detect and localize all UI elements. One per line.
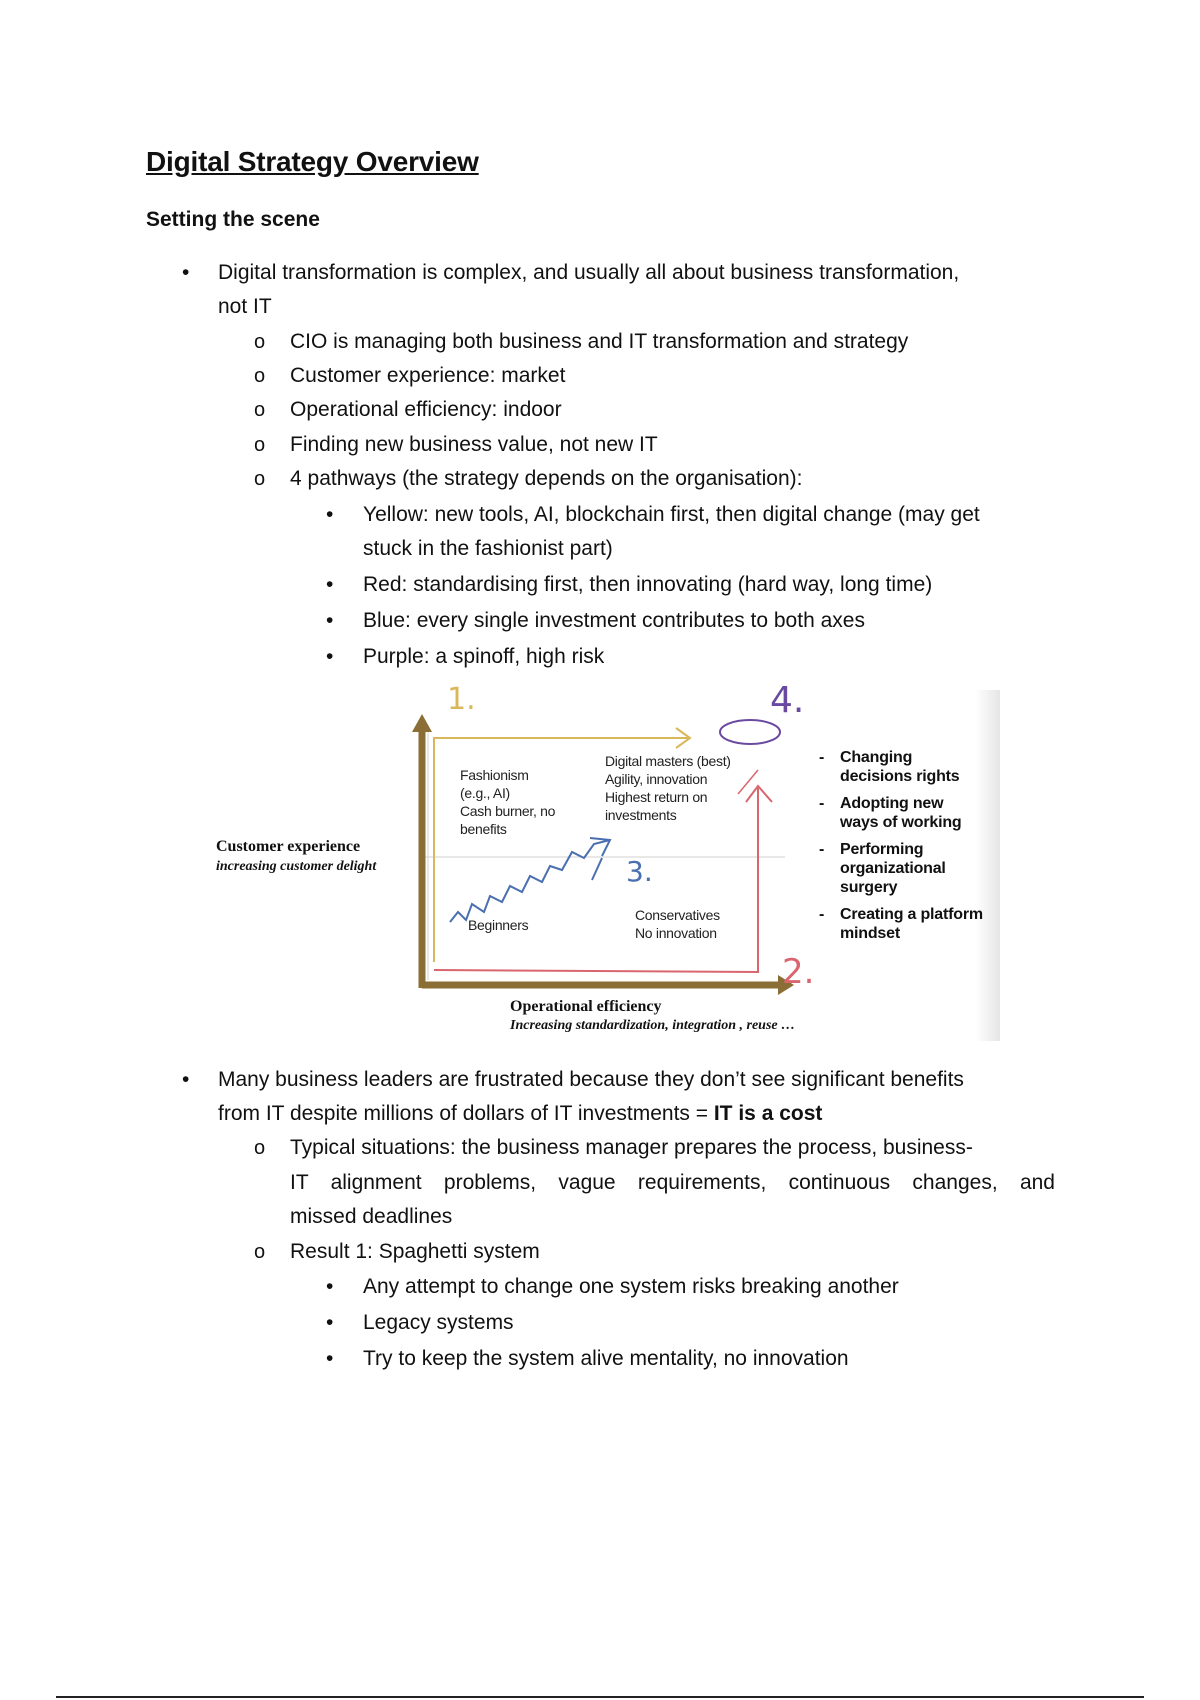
annotation-four: 4. xyxy=(770,680,805,721)
dash-marker: - xyxy=(819,749,825,766)
blue-path-line xyxy=(450,840,610,922)
bullet-text xyxy=(218,1097,822,1131)
sub-bullet-text: Customer experience: market xyxy=(290,364,566,387)
action-text: Creating a platform mindset xyxy=(840,906,983,942)
purple-spinoff-ellipse xyxy=(720,720,780,744)
pathway-yellow-cont: stuck in the fashionist part) xyxy=(363,537,613,560)
sub-bullet-text: Typical situations: the business manager prepares the process, business- xyxy=(290,1136,973,1159)
sub-bullet-marker: o xyxy=(254,331,266,353)
action-item xyxy=(815,905,985,943)
action-item xyxy=(815,748,985,786)
y-axis-subtitle: increasing customer delight xyxy=(216,859,377,874)
pathway-purple: Purple: a spinoff, high risk xyxy=(363,645,605,668)
bullet-marker: • xyxy=(182,261,190,284)
quadrant-line: benefits xyxy=(460,821,507,837)
result-marker: • xyxy=(326,1275,334,1298)
annotation-two: 2. xyxy=(782,952,815,992)
quadrant-beginners xyxy=(468,916,528,934)
result-marker: • xyxy=(326,1347,334,1370)
quadrant-line: Cash burner, no xyxy=(460,803,556,819)
quadrant-fashionism xyxy=(460,766,555,838)
bullet-text-prefix: from IT despite millions of dollars of IT investments = xyxy=(218,1102,714,1125)
quadrant-line: investments xyxy=(605,807,677,823)
pathway-marker: • xyxy=(326,645,334,668)
pathway-yellow: Yellow: new tools, AI, blockchain first, then digital change (may get xyxy=(363,503,980,526)
sub-bullet-text: CIO is managing both business and IT transformation and strategy xyxy=(290,330,909,353)
action-list xyxy=(815,748,985,951)
page-bottom-rule xyxy=(56,1696,1144,1698)
sub-bullet-marker: o xyxy=(254,1241,266,1263)
quadrant-digital-masters xyxy=(605,752,731,824)
section-heading: Setting the scene xyxy=(146,208,320,231)
action-item xyxy=(815,794,985,832)
sub-bullet-marker: o xyxy=(254,399,266,421)
result-marker: • xyxy=(326,1311,334,1334)
y-axis-title: Customer experience xyxy=(216,838,361,855)
bullet-marker: • xyxy=(182,1068,190,1091)
dash-marker: - xyxy=(819,795,825,812)
sub-bullet-marker: o xyxy=(254,434,266,456)
quadrant-line: No innovation xyxy=(635,925,717,941)
sub-bullet-marker: o xyxy=(254,365,266,387)
dash-marker: - xyxy=(819,906,825,923)
pathway-marker: • xyxy=(326,573,334,596)
x-axis-title: Operational efficiency xyxy=(510,998,662,1015)
sub-bullet-marker: o xyxy=(254,1137,266,1159)
bullet-text-emphasis: IT is a cost xyxy=(713,1102,823,1125)
quadrant-conservatives xyxy=(635,906,720,942)
action-text: Performing organizational surgery xyxy=(840,841,946,896)
sub-bullet-text: IT alignment problems, vague requirements, continuous changes, and xyxy=(290,1171,1055,1194)
bullet-text: Many business leaders are frustrated because they don’t see significant benefits xyxy=(218,1068,964,1091)
x-axis-subtitle: Increasing standardization, integration , reuse … xyxy=(510,1018,796,1033)
bullet-text: Digital transformation is complex, and usually all about business transformation, xyxy=(218,261,960,284)
sub-bullet-text: missed deadlines xyxy=(290,1205,453,1228)
quadrant-line: Digital masters (best) xyxy=(605,753,731,769)
annotation-one: 1. xyxy=(447,682,476,717)
y-axis-arrowhead xyxy=(412,714,432,732)
quadrant-line: (e.g., AI) xyxy=(460,785,510,801)
action-text: Changing decisions rights xyxy=(840,749,960,785)
quadrant-line: Fashionism xyxy=(460,767,529,783)
sub-bullet-text: 4 pathways (the strategy depends on the organisation): xyxy=(290,467,803,490)
sub-bullet-text: Operational efficiency: indoor xyxy=(290,398,562,421)
action-item xyxy=(815,840,985,897)
quadrant-line: Beginners xyxy=(468,917,529,933)
pathway-blue: Blue: every single investment contributes to both axes xyxy=(363,609,865,632)
pathway-red: Red: standardising first, then innovating (hard way, long time) xyxy=(363,573,933,596)
sub-bullet-text: Finding new business value, not new IT xyxy=(290,433,658,456)
sub-bullet-text: Result 1: Spaghetti system xyxy=(290,1240,540,1263)
result-item: Try to keep the system alive mentality, no innovation xyxy=(363,1347,849,1370)
pathway-marker: • xyxy=(326,503,334,526)
quadrant-line: Conservatives xyxy=(635,907,720,923)
pathway-marker: • xyxy=(326,609,334,632)
bullet-text: not IT xyxy=(218,295,272,318)
annotation-three: 3. xyxy=(626,855,653,888)
blue-path-tail xyxy=(592,858,602,880)
result-item: Legacy systems xyxy=(363,1311,514,1334)
dash-marker: - xyxy=(819,841,825,858)
action-text: Adopting new ways of working xyxy=(840,795,962,831)
quadrant-line: Agility, innovation xyxy=(605,771,708,787)
page-title: Digital Strategy Overview xyxy=(146,146,479,177)
result-item: Any attempt to change one system risks breaking another xyxy=(363,1275,899,1298)
strategy-diagram xyxy=(210,680,1000,1045)
quadrant-line: Highest return on xyxy=(605,789,708,805)
sub-bullet-marker: o xyxy=(254,468,266,490)
